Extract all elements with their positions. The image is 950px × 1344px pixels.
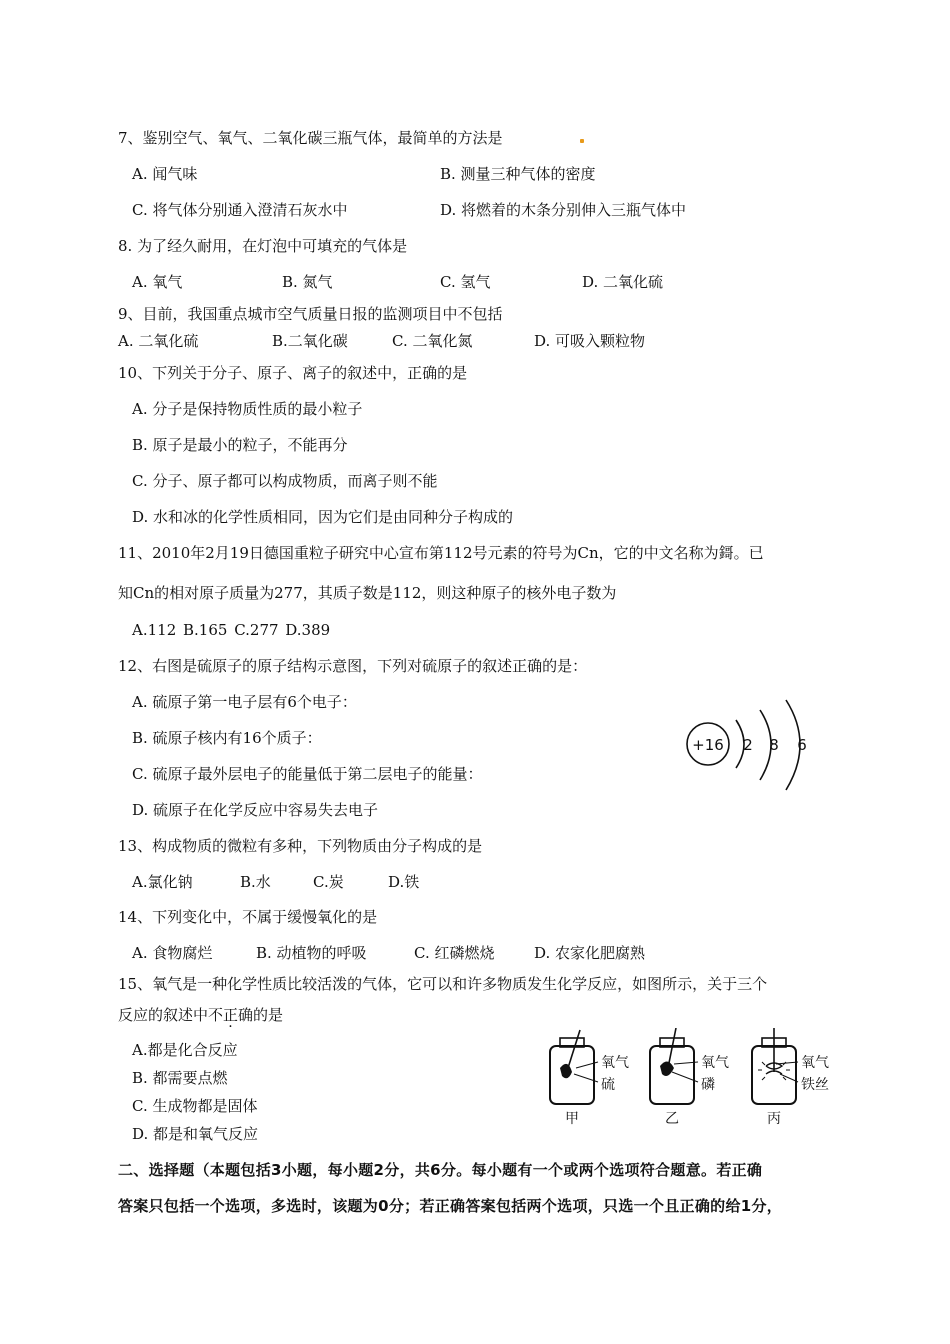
nucleus-charge: +16: [692, 736, 724, 754]
q7-option-c: C. 将气体分别通入澄清石灰水中: [132, 201, 348, 219]
q12-stem: 12、右图是硫原子的原子结构示意图，下列对硫原子的叙述正确的是：: [118, 657, 588, 675]
jar3-substance-label: 铁丝: [801, 1077, 829, 1093]
gas-jars-figure: [540, 1028, 840, 1128]
q12-option-b: B. 硫原子核内有16个质子：: [132, 729, 322, 747]
q8-option-d: D. 二氧化硫: [582, 273, 664, 291]
q7-option-b: B. 测量三种气体的密度: [440, 165, 596, 183]
q9-option-c: C. 二氧化氮: [392, 332, 473, 350]
jar2-substance-label: 磷: [701, 1077, 715, 1093]
jar-sulfur: [550, 1030, 598, 1104]
q12-option-a: A. 硫原子第一电子层有6个电子：: [132, 693, 357, 711]
jar3-gas-label: 氧气: [801, 1055, 829, 1071]
jar2-name: 乙: [665, 1111, 679, 1127]
q15-option-c: C. 生成物都是固体: [132, 1097, 258, 1115]
q7-option-d: D. 将燃着的木条分别伸入三瓶气体中: [440, 201, 687, 219]
q15-stem-line2: [118, 1005, 283, 1025]
section2-instructions-line2: 答案只包括一个选项，多选时，该题为0分；若正确答案包括两个选项，只选一个且正确的给1分，: [118, 1197, 783, 1215]
q7-option-a: A. 闻气味: [132, 165, 198, 183]
q15-stem-emphasis: 不正确: [208, 1006, 254, 1024]
q13-option-a: A.氯化钠: [132, 873, 193, 891]
shell-electrons-1: 2: [743, 736, 753, 754]
q14-option-c: C. 红磷燃烧: [414, 944, 495, 962]
q13-option-d: D.铁: [388, 873, 420, 891]
shell-electrons-3: 6: [797, 736, 807, 754]
q14-stem: 14、下列变化中，不属于缓慢氧化的是: [118, 908, 378, 926]
q13-option-c: C.炭: [313, 873, 344, 891]
q10-option-b: B. 原子是最小的粒子，不能再分: [132, 436, 348, 454]
jar1-name: 甲: [565, 1111, 579, 1127]
q15-stem-post: 的是: [253, 1006, 284, 1024]
q15-option-b: B. 都需要点燃: [132, 1069, 228, 1087]
orange-mark: [580, 139, 584, 143]
q15-stem-pre: 反应的叙述中: [118, 1006, 209, 1024]
q10-option-c: C. 分子、原子都可以构成物质，而离子则不能: [132, 472, 438, 490]
q11-options: A.112 B.165 C.277 D.389: [132, 621, 331, 639]
jar1-gas-label: 氧气: [601, 1055, 629, 1071]
shell-electrons-2: 8: [769, 736, 779, 754]
q12-option-d: D. 硫原子在化学反应中容易失去电子: [132, 801, 379, 819]
q13-stem: 13、构成物质的微粒有多种，下列物质由分子构成的是: [118, 837, 483, 855]
jar1-substance-label: 硫: [601, 1077, 615, 1093]
q9-stem: 9、目前，我国重点城市空气质量日报的监测项目中不包括: [118, 305, 503, 323]
q10-stem: 10、下列关于分子、原子、离子的叙述中，正确的是: [118, 364, 468, 382]
q14-option-a: A. 食物腐烂: [132, 944, 213, 962]
q11-stem-line1: 11、2010年2月19日德国重粒子研究中心宣布第112号元素的符号为Cn，它的中文名称为鎶。已: [118, 544, 764, 562]
q7-stem: 7、鉴别空气、氧气、二氧化碳三瓶气体，最简单的方法是: [118, 129, 503, 147]
section2-instructions-line1: 二、选择题（本题包括3小题，每小题2分，共6分。每小题有一个或两个选项符合题意。若正确: [118, 1161, 763, 1179]
q14-option-d: D. 农家化肥腐熟: [534, 944, 646, 962]
sulfur-atom-diagram: [686, 696, 816, 796]
q8-option-b: B. 氮气: [282, 273, 333, 291]
q8-option-c: C. 氢气: [440, 273, 491, 291]
q8-stem: 8. 为了经久耐用，在灯泡中可填充的气体是: [118, 237, 408, 255]
q9-option-a: A. 二氧化硫: [118, 332, 199, 350]
q12-option-c: C. 硫原子最外层电子的能量低于第二层电子的能量：: [132, 765, 483, 783]
q14-option-b: B. 动植物的呼吸: [256, 944, 367, 962]
q9-option-b: B.二氧化碳: [272, 332, 348, 350]
jar-iron-wire: [752, 1028, 798, 1104]
jar3-name: 丙: [767, 1111, 781, 1127]
q15-option-a: A.都是化合反应: [132, 1041, 238, 1059]
q13-option-b: B.水: [240, 873, 271, 891]
q15-option-d: D. 都是和氧气反应: [132, 1125, 259, 1143]
q15-stem-line1: 15、氧气是一种化学性质比较活泼的气体，它可以和许多物质发生化学反应，如图所示，关于三个: [118, 975, 768, 993]
q10-option-d: D. 水和冰的化学性质相同，因为它们是由同种分子构成的: [132, 508, 514, 526]
gas-jars-drawing: [540, 1028, 840, 1108]
q8-option-a: A. 氧气: [132, 273, 183, 291]
q10-option-a: A. 分子是保持物质性质的最小粒子: [132, 400, 363, 418]
q11-stem-line2: 知Cn的相对原子质量为277，其质子数是112，则这种原子的核外电子数为: [118, 584, 617, 602]
jar-phosphorus: [650, 1028, 698, 1104]
q9-option-d: D. 可吸入颗粒物: [534, 332, 646, 350]
jar2-gas-label: 氧气: [701, 1055, 729, 1071]
